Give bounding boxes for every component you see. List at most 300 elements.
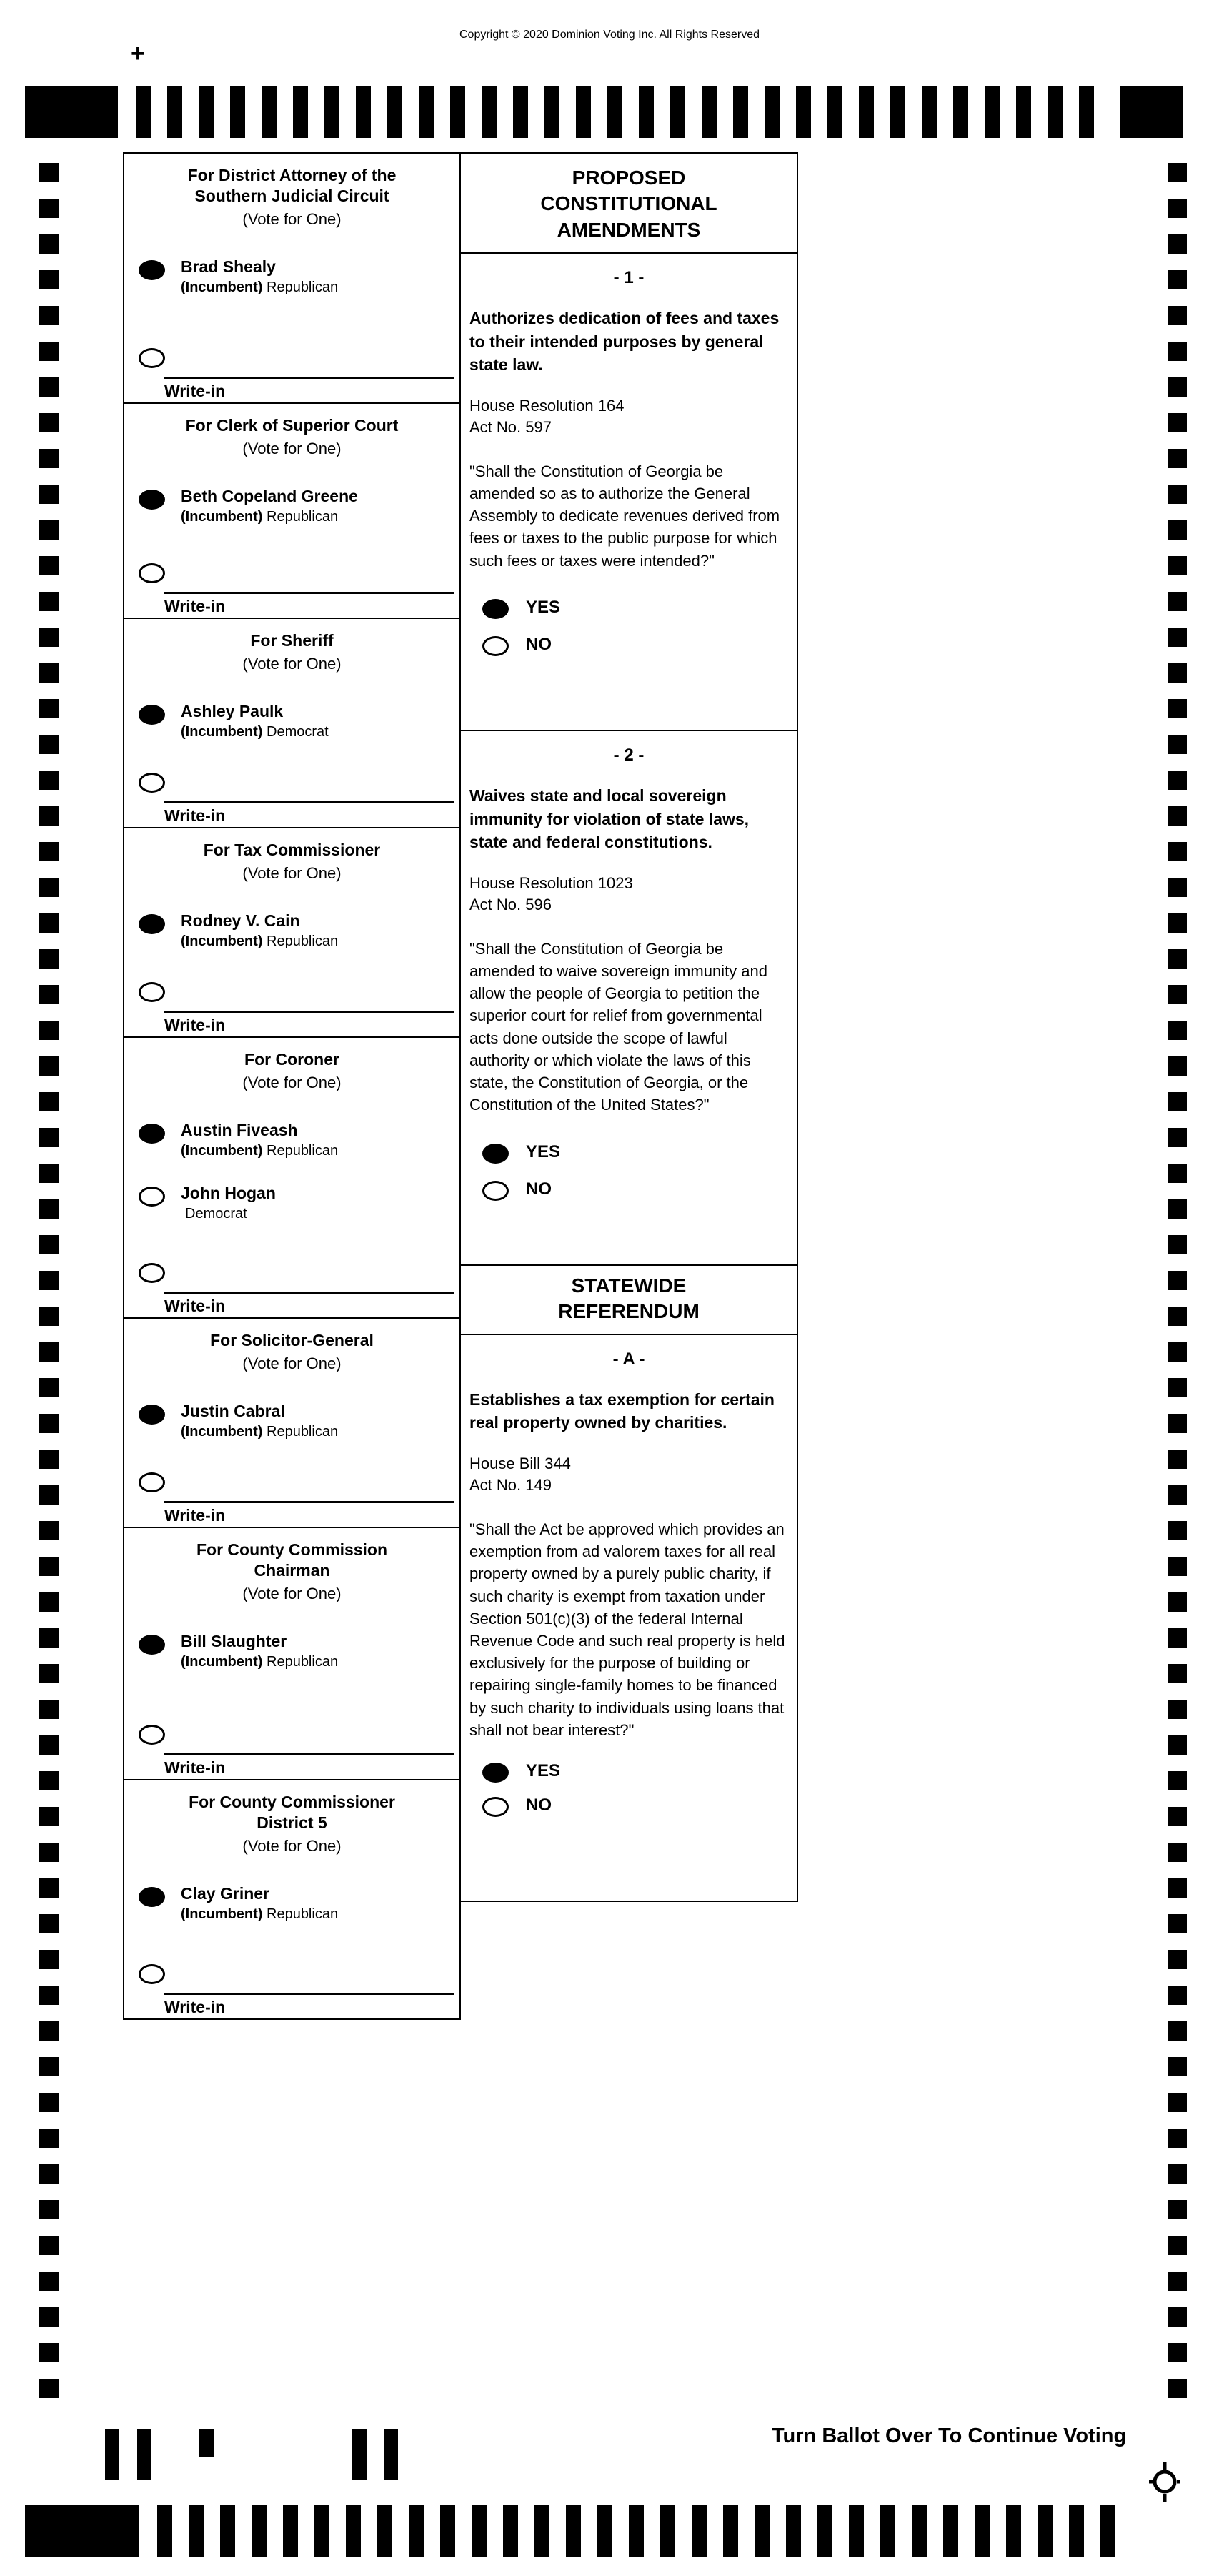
timing-mark (1168, 2272, 1187, 2291)
yes-bubble[interactable] (482, 599, 509, 619)
timing-mark (39, 842, 59, 861)
candidate-bubble[interactable] (139, 1887, 165, 1907)
write-in-row (139, 1722, 454, 1745)
measure-number: - 2 - (613, 745, 645, 765)
timing-mark (503, 2505, 518, 2557)
timing-mark (387, 86, 402, 138)
timing-mark (1168, 949, 1187, 969)
timing-mark (733, 86, 748, 138)
timing-mark (1168, 1628, 1187, 1648)
timing-mark (39, 1056, 59, 1076)
timing-mark (1168, 1521, 1187, 1540)
timing-mark (39, 2129, 59, 2148)
timing-mark (692, 2505, 707, 2557)
authority-line: Act No. 596 (469, 896, 552, 914)
incumbent-label: (Incumbent) (181, 933, 263, 949)
ballot-stub-bar (352, 2429, 367, 2480)
vote-for-instruction: (Vote for One) (242, 1354, 342, 1372)
timing-mark (880, 2505, 895, 2557)
timing-mark (39, 2021, 59, 2041)
ballot-stub-bar (384, 2429, 398, 2480)
timing-mark (39, 699, 59, 718)
vote-for-instruction: (Vote for One) (242, 1584, 342, 1602)
timing-mark (39, 1199, 59, 1219)
no-bubble[interactable] (482, 636, 509, 656)
party-label: Republican (267, 933, 339, 949)
yes-bubble[interactable] (482, 1763, 509, 1783)
timing-mark (1168, 2021, 1187, 2041)
incumbent-label: (Incumbent) (181, 508, 263, 525)
timing-mark (39, 628, 59, 647)
timing-mark (1168, 1807, 1187, 1826)
write-in-row (139, 345, 454, 368)
timing-mark (39, 985, 59, 1004)
timing-mark (1168, 1664, 1187, 1683)
party-label: Republican (267, 1653, 339, 1670)
timing-mark (1168, 1843, 1187, 1862)
timing-mark (597, 2505, 612, 2557)
contest-title-line: Chairman (254, 1560, 330, 1580)
authority-line: Act No. 597 (469, 418, 552, 437)
candidate-info (181, 1632, 338, 1670)
candidate-info (181, 702, 329, 740)
timing-mark (39, 1485, 59, 1505)
timing-mark (1168, 1092, 1187, 1111)
contest-clerk-superior-court (123, 402, 461, 619)
yes-choice-row (482, 1760, 788, 1783)
yes-label: YES (526, 1141, 561, 1161)
candidate-party (185, 1206, 276, 1222)
timing-mark (1168, 485, 1187, 504)
write-in-line[interactable] (164, 1011, 454, 1035)
timing-mark (39, 1878, 59, 1898)
incumbent-label: (Incumbent) (181, 723, 263, 740)
write-in-row (139, 1961, 454, 1984)
contest-title (124, 630, 459, 651)
timing-mark (39, 735, 59, 754)
write-in-bubble[interactable] (139, 348, 165, 368)
timing-mark (39, 878, 59, 897)
timing-mark (1168, 199, 1187, 218)
measure-authority (469, 1453, 788, 1497)
timing-mark (670, 86, 685, 138)
timing-mark (544, 86, 559, 138)
timing-mark (660, 2505, 675, 2557)
measure-question: "Shall the Constitution of Georgia be amended so as to authorize the General Assembly to dedicate revenues derived from fees or taxes to the public purpose for which such fees or taxes were intended?" (469, 462, 780, 570)
candidate-bubble[interactable] (139, 490, 165, 510)
timing-mark (513, 86, 528, 138)
vote-for-instruction: (Vote for One) (242, 863, 342, 882)
amendments-header-line: CONSTITUTIONAL (540, 192, 717, 215)
timing-mark (39, 1664, 59, 1683)
timing-mark (39, 1342, 59, 1362)
write-in-bubble[interactable] (139, 1725, 165, 1745)
party-label: Republican (267, 1906, 339, 1922)
candidate-row (139, 702, 454, 740)
timing-mark (1168, 1056, 1187, 1076)
timing-mark (1168, 306, 1187, 325)
write-in-line[interactable] (164, 801, 454, 826)
contest-title (124, 1330, 459, 1351)
no-choice-row (482, 633, 788, 656)
timing-mark (1168, 556, 1187, 575)
no-bubble[interactable] (482, 1797, 509, 1817)
candidate-party (181, 279, 338, 296)
timing-mark (1168, 2057, 1187, 2076)
ballot-columns (123, 152, 798, 2020)
contest-title-line: Southern Judicial Circuit (194, 186, 389, 205)
write-in-line[interactable] (164, 592, 454, 616)
authority-line: Act No. 149 (469, 1476, 552, 1495)
candidate-bubble[interactable] (139, 1187, 165, 1207)
contest-county-commission-chairman (123, 1527, 461, 1780)
timing-mark (629, 2505, 644, 2557)
timing-mark (1100, 2505, 1115, 2557)
timing-mark (1168, 842, 1187, 861)
contest-title (124, 1540, 459, 1581)
timing-mark (39, 663, 59, 683)
timing-mark (566, 2505, 581, 2557)
timing-mark (39, 2057, 59, 2076)
timing-mark (912, 2505, 927, 2557)
timing-mark (39, 2236, 59, 2255)
timing-mark (1168, 2307, 1187, 2327)
candidate-row (139, 1402, 454, 1440)
timing-mark (39, 2379, 59, 2398)
measure-summary: Authorizes dedication of fees and taxes to their intended purposes by general state law. (469, 309, 780, 375)
party-label: Republican (267, 508, 339, 525)
timing-mark (1168, 2379, 1187, 2398)
write-in-label: Write-in (164, 597, 226, 615)
timing-mark (1168, 234, 1187, 254)
contest-title-line: For Coroner (244, 1050, 339, 1069)
timing-mark (1168, 1199, 1187, 1219)
timing-mark (1168, 699, 1187, 718)
candidate-bubble[interactable] (139, 705, 165, 725)
write-in-label: Write-in (164, 1016, 226, 1034)
timing-mark (39, 1521, 59, 1540)
write-in-bubble[interactable] (139, 773, 165, 793)
vote-for-instruction: (Vote for One) (242, 1073, 342, 1091)
timing-mark (975, 2505, 990, 2557)
measure-question: "Shall the Act be approved which provides an exemption from ad valorem taxes for all real property owned by a purely public charity, if such charity is exempt from taxation under Section 501(c)(3) of the federal Internal Revenue Code and such real property is held exclusively for the purpose of building or repairing single-family homes to be financed by such charity to individuals using loans that shall not bear interest?" (469, 1520, 785, 1739)
spacer (124, 740, 459, 756)
timing-mark (377, 2505, 392, 2557)
timing-mark-corner (25, 2505, 139, 2557)
timing-mark (1168, 1592, 1187, 1612)
candidate-name: Austin Fiveash (181, 1120, 298, 1139)
timing-mark (39, 1914, 59, 1933)
timing-mark (765, 86, 780, 138)
authority-line: House Bill 344 (469, 1455, 571, 1473)
timing-mark (1168, 1878, 1187, 1898)
party-label: Republican (267, 279, 339, 295)
timing-mark (262, 86, 277, 138)
yes-label: YES (526, 597, 561, 617)
candidate-party (181, 1906, 338, 1923)
ballot-stub-bar (199, 2429, 214, 2457)
incumbent-label: (Incumbent) (181, 1653, 263, 1670)
timing-mark (1168, 2164, 1187, 2184)
timing-mark (817, 2505, 832, 2557)
timing-mark (39, 1164, 59, 1183)
candidate-name: Beth Copeland Greene (181, 486, 358, 505)
contest-title-line: For Sheriff (250, 631, 334, 650)
amendment-1 (459, 252, 798, 731)
timing-mark (1048, 86, 1063, 138)
write-in-row (139, 770, 454, 793)
contest-title-line: For District Attorney of the (187, 166, 397, 184)
spacer (124, 296, 459, 332)
candidate-info (181, 1121, 338, 1159)
timing-mark (1168, 1414, 1187, 1433)
timing-mark (39, 306, 59, 325)
timing-mark (786, 2505, 801, 2557)
timing-mark (639, 86, 654, 138)
timing-mark (1168, 1378, 1187, 1397)
contest-title-line: District 5 (257, 1813, 327, 1832)
timing-mark (314, 2505, 329, 2557)
timing-mark (576, 86, 591, 138)
candidate-name: Rodney V. Cain (181, 911, 300, 930)
write-in-bubble[interactable] (139, 563, 165, 583)
timing-mark (1168, 878, 1187, 897)
contest-coroner (123, 1036, 461, 1319)
timing-mark (39, 1950, 59, 1969)
candidate-info (181, 1184, 276, 1222)
timing-mark (39, 2164, 59, 2184)
vote-for-instruction: (Vote for One) (242, 1836, 342, 1855)
write-in-row (139, 979, 454, 1002)
spacer (124, 1923, 459, 1948)
measure-summary: Establishes a tax exemption for certain real property owned by charities. (469, 1389, 775, 1432)
write-in-label: Write-in (164, 1998, 226, 2016)
timing-mark (39, 485, 59, 504)
amendment-2 (459, 730, 798, 1266)
timing-mark (607, 86, 622, 138)
timing-mark (324, 86, 339, 138)
candidate-row (139, 911, 454, 950)
timing-mark (1168, 2343, 1187, 2362)
contest-title-line: For County Commissioner (189, 1793, 395, 1811)
contest-district-attorney (123, 152, 461, 404)
write-in-line[interactable] (164, 1501, 454, 1525)
registration-target-icon (1146, 2460, 1183, 2508)
timing-mark (39, 449, 59, 468)
timing-mark (39, 2307, 59, 2327)
timing-mark (827, 86, 842, 138)
incumbent-label: (Incumbent) (181, 1142, 263, 1159)
contest-title-line: For Tax Commissioner (203, 841, 381, 859)
timing-mark (859, 86, 874, 138)
candidate-party (181, 1143, 338, 1159)
timing-mark (796, 86, 811, 138)
no-label: NO (526, 634, 552, 654)
no-label: NO (526, 1795, 552, 1815)
write-in-bubble[interactable] (139, 1263, 165, 1283)
timing-mark (39, 1414, 59, 1433)
party-label: Republican (267, 1423, 339, 1440)
incumbent-label: (Incumbent) (181, 1906, 263, 1922)
candidate-info (181, 257, 338, 296)
candidate-row (139, 1121, 454, 1159)
contest-title (124, 1792, 459, 1833)
write-in-bubble[interactable] (139, 1964, 165, 1984)
timing-mark (39, 1771, 59, 1790)
timing-mark (1168, 1735, 1187, 1755)
timing-mark (39, 1807, 59, 1826)
write-in-line[interactable] (164, 377, 454, 401)
vote-for-instruction: (Vote for One) (242, 209, 342, 228)
timing-mark (922, 86, 937, 138)
timing-mark (1168, 985, 1187, 1004)
party-label: Republican (267, 1142, 339, 1159)
registration-plus-mark: + (131, 40, 145, 67)
no-label: NO (526, 1179, 552, 1199)
timing-mark (1168, 1342, 1187, 1362)
timing-mark (1168, 2236, 1187, 2255)
candidate-party (181, 1424, 338, 1440)
vote-for-instruction: (Vote for One) (242, 439, 342, 457)
spacer (124, 525, 459, 546)
measure-question: "Shall the Constitution of Georgia be amended to waive sovereign immunity and allow the people of Georgia to petition the superior court for relief from governmental acts done outside the scope of lawful authority or which violate the laws of this state, the Constitution of Georgia, or the Constitution of the United States?" (469, 939, 768, 1114)
timing-mark (39, 1378, 59, 1397)
timing-mark (1168, 1450, 1187, 1469)
candidate-name: Clay Griner (181, 1883, 269, 1903)
measure-number: - 1 - (613, 268, 645, 287)
contest-title (124, 415, 459, 436)
timing-mark (1168, 1235, 1187, 1254)
candidate-info (181, 1884, 338, 1923)
referendum-header-line: STATEWIDE (571, 1274, 687, 1297)
candidate-name: Ashley Paulk (181, 701, 284, 720)
vote-for-instruction: (Vote for One) (242, 654, 342, 673)
timing-mark (39, 1128, 59, 1147)
timing-mark (1168, 270, 1187, 289)
spacer (124, 1670, 459, 1708)
timing-mark (189, 2505, 204, 2557)
timing-mark (39, 520, 59, 540)
timing-mark (39, 771, 59, 790)
timing-mark (293, 86, 308, 138)
write-in-bubble[interactable] (139, 982, 165, 1002)
timing-mark (1168, 592, 1187, 611)
candidate-bubble[interactable] (139, 1405, 165, 1425)
timing-mark (1168, 1164, 1187, 1183)
timing-mark (252, 2505, 267, 2557)
contest-column (123, 152, 461, 2020)
candidate-info (181, 487, 358, 525)
contest-title-line: For Solicitor-General (210, 1331, 374, 1349)
write-in-label: Write-in (164, 1506, 226, 1525)
write-in-line[interactable] (164, 1753, 454, 1778)
yes-choice-row (482, 1141, 788, 1164)
timing-mark (39, 1021, 59, 1040)
write-in-line[interactable] (164, 1993, 454, 2017)
timing-mark (39, 270, 59, 289)
timing-mark (1168, 413, 1187, 432)
candidate-party (181, 724, 329, 740)
timing-mark (39, 556, 59, 575)
timing-mark (39, 1271, 59, 1290)
timing-mark (39, 592, 59, 611)
no-choice-row (482, 1178, 788, 1201)
timing-mark (220, 2505, 235, 2557)
write-in-label: Write-in (164, 1758, 226, 1777)
timing-mark (167, 86, 182, 138)
candidate-row (139, 1184, 454, 1222)
timing-mark (39, 1986, 59, 2005)
write-in-row (139, 560, 454, 583)
contest-title (124, 165, 459, 207)
timing-mark (472, 2505, 487, 2557)
timing-mark (39, 342, 59, 361)
candidate-party (181, 933, 338, 950)
contest-sheriff (123, 618, 461, 828)
timing-mark-corner (25, 86, 118, 138)
timing-mark (1168, 2129, 1187, 2148)
timing-mark (953, 86, 968, 138)
timing-mark (1168, 1914, 1187, 1933)
yes-bubble[interactable] (482, 1144, 509, 1164)
timing-mark (39, 2272, 59, 2291)
authority-line: House Resolution 1023 (469, 873, 633, 892)
timing-mark-corner (1120, 86, 1183, 138)
write-in-row (139, 1260, 454, 1283)
ballot-stub-bar (105, 2429, 119, 2480)
timing-mark (1168, 663, 1187, 683)
timing-mark (1038, 2505, 1053, 2557)
timing-mark (1168, 1950, 1187, 1969)
write-in-line[interactable] (164, 1292, 454, 1316)
amendments-header-line: AMENDMENTS (557, 218, 701, 241)
timing-mark (1016, 86, 1031, 138)
timing-mark (39, 806, 59, 826)
yes-label: YES (526, 1761, 561, 1781)
timing-mark (199, 86, 214, 138)
write-in-label: Write-in (164, 806, 226, 825)
timing-mark (1168, 735, 1187, 754)
candidate-name: Bill Slaughter (181, 1631, 287, 1650)
timing-mark (1168, 771, 1187, 790)
timing-mark (1168, 1986, 1187, 2005)
timing-mark (39, 413, 59, 432)
no-bubble[interactable] (482, 1181, 509, 1201)
timing-mark (230, 86, 245, 138)
timing-mark (409, 2505, 424, 2557)
contest-solicitor-general (123, 1317, 461, 1528)
candidate-bubble[interactable] (139, 1635, 165, 1655)
timing-mark (1168, 163, 1187, 182)
write-in-bubble[interactable] (139, 1472, 165, 1492)
turn-ballot-over-text: Turn Ballot Over To Continue Voting (772, 2424, 1127, 2447)
measure-summary: Waives state and local sovereign immunity for violation of state laws, state and federal constitutions. (469, 786, 750, 852)
candidate-bubble[interactable] (139, 914, 165, 934)
timing-mark (890, 86, 905, 138)
timing-mark (39, 1843, 59, 1862)
timing-mark (1168, 1700, 1187, 1719)
timing-mark (39, 1092, 59, 1111)
candidate-row (139, 1884, 454, 1923)
timing-mark (136, 86, 151, 138)
contest-county-commissioner-district-5 (123, 1779, 461, 2020)
candidate-bubble[interactable] (139, 260, 165, 280)
timing-mark (39, 1557, 59, 1576)
write-in-label: Write-in (164, 382, 226, 400)
timing-mark (39, 1700, 59, 1719)
candidate-bubble[interactable] (139, 1124, 165, 1144)
timing-mark (1006, 2505, 1021, 2557)
